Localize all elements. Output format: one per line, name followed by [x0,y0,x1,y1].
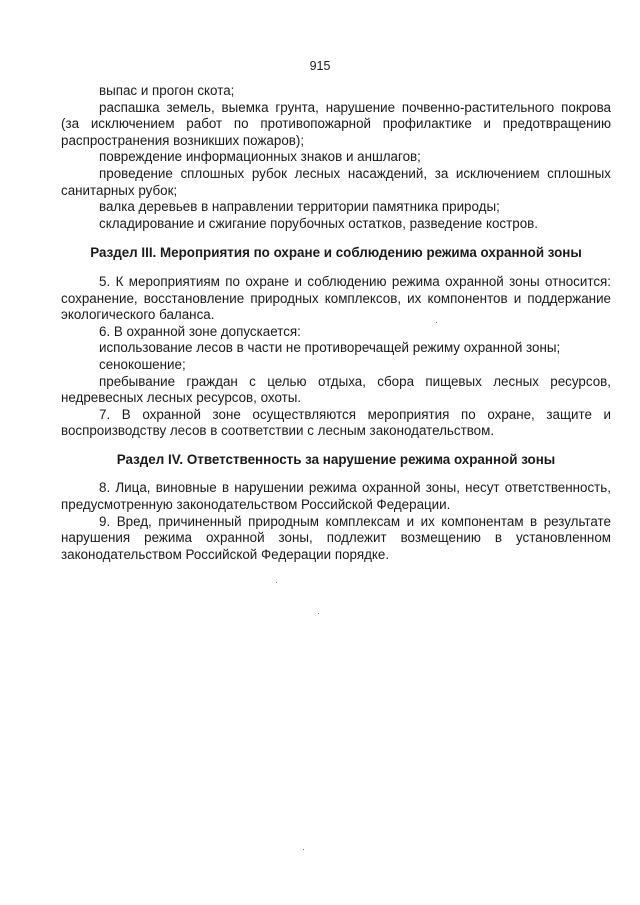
list-item: валка деревьев в направлении территории памятника природы; [99,199,500,215]
paragraph: использование лесов в части не противоречащей режиму охранной зоны; [99,340,561,356]
document-body [61,83,611,563]
section-3-title: Раздел III. Мероприятия по охране и соблюдению режима охранной зоны [90,245,582,261]
paragraph: 7. В охранной зоне осуществляются мероприятия по охране, защите и воспроизводству лесов в соответствии с лесным законодательством. [61,406,611,439]
section-3-body [61,274,611,440]
page-number: 915 [309,59,331,73]
paragraph: 9. Вред, причиненный природным комплексам и их компонентам в результате нарушения режима охранной зоны, подлежит возмещению в установленном законодательством Российской Федерации порядке. [61,513,611,562]
prohibited-activities-list [61,83,611,232]
list-item: распашка земель, выемка грунта, нарушение почвенно-растительного покрова (за исключением работ по противопожарной профилактике и предотвращению распространения возникших пожаров); [61,99,611,148]
section-4-body [61,480,611,563]
paragraph: сенокошение; [99,356,186,372]
section-4-title: Раздел IV. Ответственность за нарушение режима охранной зоны [116,451,556,467]
list-item: проведение сплошных рубок лесных насаждений, за исключением сплошных санитарных рубок; [61,165,611,198]
paragraph: 6. В охранной зоне допускается: [99,323,301,339]
list-item: складирование и сжигание порубочных остатков, разведение костров. [99,215,538,231]
paragraph: пребывание граждан с целью отдыха, сбора пищевых лесных ресурсов, недревесных лесных ресурсов, охоты. [61,373,611,406]
list-item: выпас и прогон скота; [99,83,235,98]
paragraph: 5. К мероприятиям по охране и соблюдению режима охранной зоны относится: сохранение, восстановление природных комплексов, их компонентов и поддержание экологического баланса. [61,273,611,323]
list-item: повреждение информационных знаков и аншлагов; [99,149,421,165]
paragraph: 8. Лица, виновные в нарушении режима охранной зоны, несут ответственность, предусмотренную законодательством Российской Федерации. [61,480,611,513]
